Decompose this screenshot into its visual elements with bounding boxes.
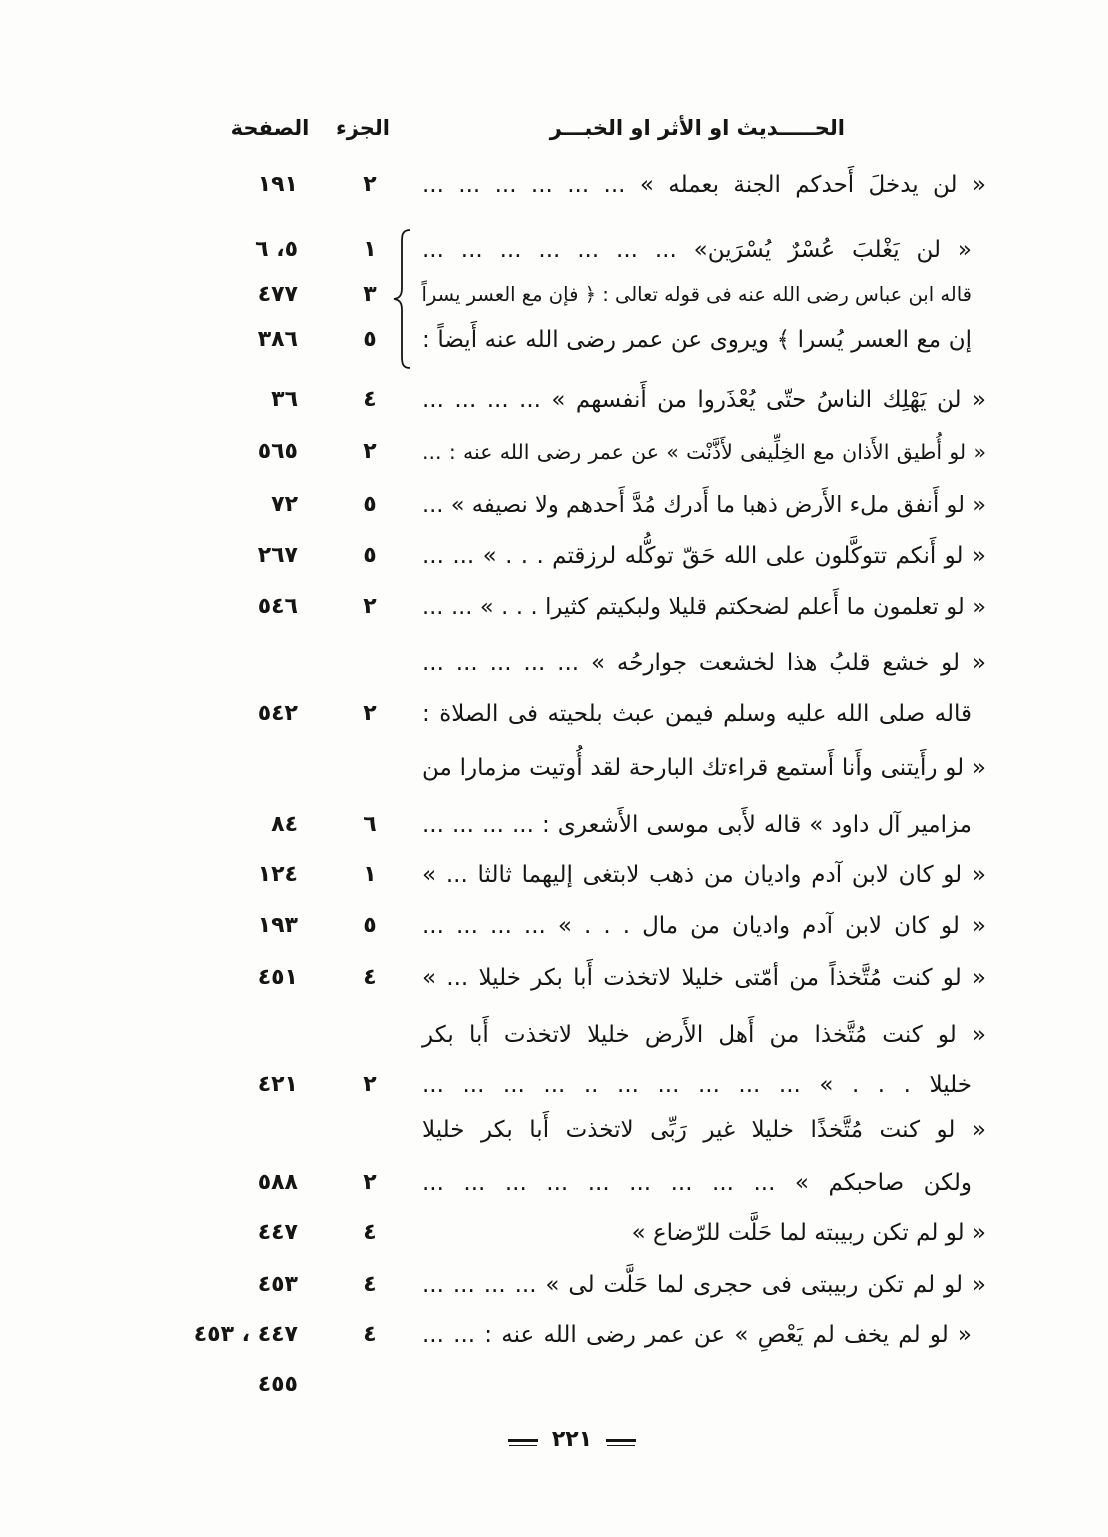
entry-volume: ٤: [363, 965, 377, 990]
entry-text: « لو أُطيق الأَذان مع الخِلِّيفى لأَذَّنْت » عن عمر رضى الله عنه : ...: [422, 440, 986, 464]
entry-volume: ٤: [363, 387, 377, 412]
entry-volume: ٦: [363, 812, 377, 837]
entry-volume: ٤: [363, 1272, 377, 1297]
entry-volume: ٥: [363, 543, 377, 568]
entry-text: « لو خشع قلبُ هذا لخشعت جوارحُه » ... ... ... ... ...: [422, 650, 986, 676]
entry-volume: ٢: [363, 701, 377, 726]
entry-page: ١٩٣: [257, 913, 298, 938]
index-entry: [0, 956, 1108, 1000]
index-entry: [0, 1013, 1108, 1057]
page-footer: [452, 1422, 692, 1458]
index-entry: [0, 803, 1108, 847]
index-entry: [0, 483, 1108, 527]
index-entry: [0, 1108, 1108, 1152]
entry-text-line: [420, 378, 986, 422]
index-entry: [0, 163, 1108, 207]
page-number: ٢٢١: [551, 1427, 593, 1452]
index-entry: [0, 430, 1108, 474]
entry-page: ٤٢١: [257, 1072, 298, 1097]
entry-text: خليلا . . . » ... ... ... ... ... .. ... ... ... ...: [422, 1072, 972, 1098]
entry-text-line: [420, 430, 986, 474]
entry-volume: ٥: [363, 327, 377, 352]
entry-volume: ٥: [363, 913, 377, 938]
entry-page: ٥٨٨: [257, 1170, 298, 1195]
index-entry: [0, 273, 1108, 317]
entry-text-line: [420, 692, 986, 736]
grouping-brace: [392, 228, 414, 370]
entry-text-line: [420, 1263, 986, 1307]
index-entry: [0, 534, 1108, 578]
entry-text-line: [420, 318, 986, 362]
entry-volume: ٢: [363, 172, 377, 197]
entry-text-line: [420, 1013, 986, 1057]
entry-text: « لو رأَيتنى وأَنا أَستمع قراءتك البارحة لقد أُوتيت مزمارا من: [422, 755, 986, 781]
entry-text-line: [420, 1211, 986, 1255]
entry-text: « لو تعلمون ما أَعلم لضحكتم قليلا ولبكيتم كثيرا . . . » ... ...: [422, 594, 986, 620]
entry-text: « لو لم تكن ربيبته لما حَلَّت للرّضاع »: [631, 1220, 986, 1246]
index-entry: [0, 641, 1108, 685]
entry-text-line: [420, 163, 986, 207]
index-entry: [0, 228, 1108, 272]
entry-page: ١٢٤: [257, 862, 298, 887]
entry-volume: ١: [363, 862, 377, 887]
entry-volume: ١: [363, 237, 377, 262]
index-entry: [0, 853, 1108, 897]
entry-page: ٤٤٧: [257, 1220, 298, 1245]
entry-text: « لو كنت مُتَّخذاً من أمّتى خليلا لاتخذت أَبا بكر خليلا ... »: [422, 965, 986, 991]
entry-text-line: [420, 803, 986, 847]
entry-text: « لو أَنكم تتوكَّلون على الله حَقّ توكُّله لرزقتم . . . » ... ...: [422, 543, 986, 569]
entry-text-line: [420, 853, 986, 897]
entry-text: « لن يَغْلبَ عُسْرٌ يُسْرَين» ... ... ... ... ... ... ...: [422, 237, 972, 263]
entry-text: « لن يَهْلِك الناسُ حتّى يُعْذَروا من أَنفسهم » ... ... ... ...: [422, 387, 986, 413]
column-header-volume: الجزء: [335, 116, 391, 140]
entry-volume: ٤: [363, 1322, 377, 1347]
index-entry: [0, 1063, 1108, 1107]
index-entry: [0, 1211, 1108, 1255]
entry-text: إن مع العسر يُسرا ﴾ ويروى عن عمر رضى الله عنه أَيضاً :: [422, 327, 972, 353]
entry-text-line: [420, 746, 986, 790]
entry-text-line: [420, 641, 986, 685]
entry-volume: ٥: [363, 492, 377, 517]
entry-text-line: [420, 904, 986, 948]
entry-page: ٣٦: [271, 387, 298, 412]
index-entry: [0, 692, 1108, 736]
entry-text: مزامير آل داود » قاله لأَبى موسى الأَشعرى : ... ... ... ...: [422, 812, 972, 838]
index-entry: [0, 1313, 1108, 1357]
entry-text: « لو كان لابن آدم واديان من مال . . . » ... ... ... ...: [422, 913, 986, 939]
index-entry: [0, 585, 1108, 629]
entry-text-line: [420, 1161, 986, 1205]
entry-page: ٧٢: [271, 492, 298, 517]
entry-text-line: [420, 534, 986, 578]
entry-page: ٥٦٥: [257, 439, 298, 464]
entry-page: ٨٤: [271, 812, 298, 837]
entry-page: ٤٤٧ ، ٤٥٣: [193, 1322, 298, 1347]
entry-text-line: [420, 585, 986, 629]
entry-text-line: [420, 228, 986, 272]
entry-page: ٢٦٧: [257, 543, 298, 568]
entry-volume: ٢: [363, 1170, 377, 1195]
column-header-page: الصفحة: [230, 116, 310, 140]
entry-page: ٤٧٧: [257, 282, 298, 307]
entry-text: قاله صلى الله عليه وسلم فيمن عبث بلحيته فى الصلاة :: [422, 701, 972, 727]
entry-page: ٥، ٦: [255, 237, 298, 262]
index-entry: [0, 1161, 1108, 1205]
entry-text: « لو لم يخف لم يَعْصِ » عن عمر رضى الله عنه : ... ...: [422, 1322, 972, 1348]
entry-volume: ٤: [363, 1220, 377, 1245]
entry-volume: ٢: [363, 1072, 377, 1097]
entry-text-line: [420, 1313, 986, 1357]
footer-dash-right: [606, 1439, 636, 1442]
index-entry: [0, 904, 1108, 948]
footer-dash-left: [508, 1439, 538, 1442]
entry-text: « لو كان لابن آدم واديان من ذهب لابتغى إليهما ثالثا ... »: [422, 862, 986, 888]
index-entry: [0, 378, 1108, 422]
entry-page: ٥٤٦: [257, 594, 298, 619]
entry-page: ٥٤٢: [257, 701, 298, 726]
index-entry: [0, 1363, 1108, 1407]
index-entry: [0, 746, 1108, 790]
entry-page: ٤٥١: [257, 965, 298, 990]
entry-text-line: [420, 1063, 986, 1107]
index-entry: [0, 318, 1108, 362]
index-entry: [0, 1263, 1108, 1307]
entry-page: ٤٥٥: [257, 1372, 298, 1397]
entry-text-line: [420, 956, 986, 1000]
entry-text-line: [420, 483, 986, 527]
entry-text: قاله ابن عباس رضى الله عنه فى قوله تعالى : ﴿ فإن مع العسر يسراً: [421, 283, 972, 306]
entry-text-line: [420, 1108, 986, 1152]
entry-text: ولكن صاحبكم » ... ... ... ... ... ... ... ... ...: [422, 1170, 972, 1196]
entry-text: « لو كنت مُتَّخذًا خليلا غير رَبِّى لاتخذت أَبا بكر خليلا: [422, 1117, 986, 1143]
entry-text: « لو أَنفق ملء الأَرض ذهبا ما أَدرك مُدَّ أَحدهم ولا نصيفه » ...: [422, 492, 986, 518]
entry-volume: ٢: [363, 439, 377, 464]
entry-page: ٣٨٦: [257, 327, 298, 352]
entry-text-line: [420, 273, 986, 317]
entry-text: « لو لم تكن ربيبتى فى حجرى لما حَلَّت لى » ... ... ... ...: [422, 1272, 986, 1298]
entry-volume: ٢: [363, 594, 377, 619]
column-header-text: الحـــــديث او الأثر او الخبـــر: [549, 116, 845, 140]
entry-page: ١٩١: [257, 172, 298, 197]
entry-text: « لن يدخلَ أَحدكم الجنة بعمله » ... ... ... ... ... ...: [422, 172, 986, 198]
entry-page: ٤٥٣: [257, 1272, 298, 1297]
entry-volume: ٣: [363, 282, 377, 307]
entry-text: « لو كنت مُتَّخذا من أَهل الأَرض خليلا لاتخذت أَبا بكر: [422, 1022, 986, 1048]
